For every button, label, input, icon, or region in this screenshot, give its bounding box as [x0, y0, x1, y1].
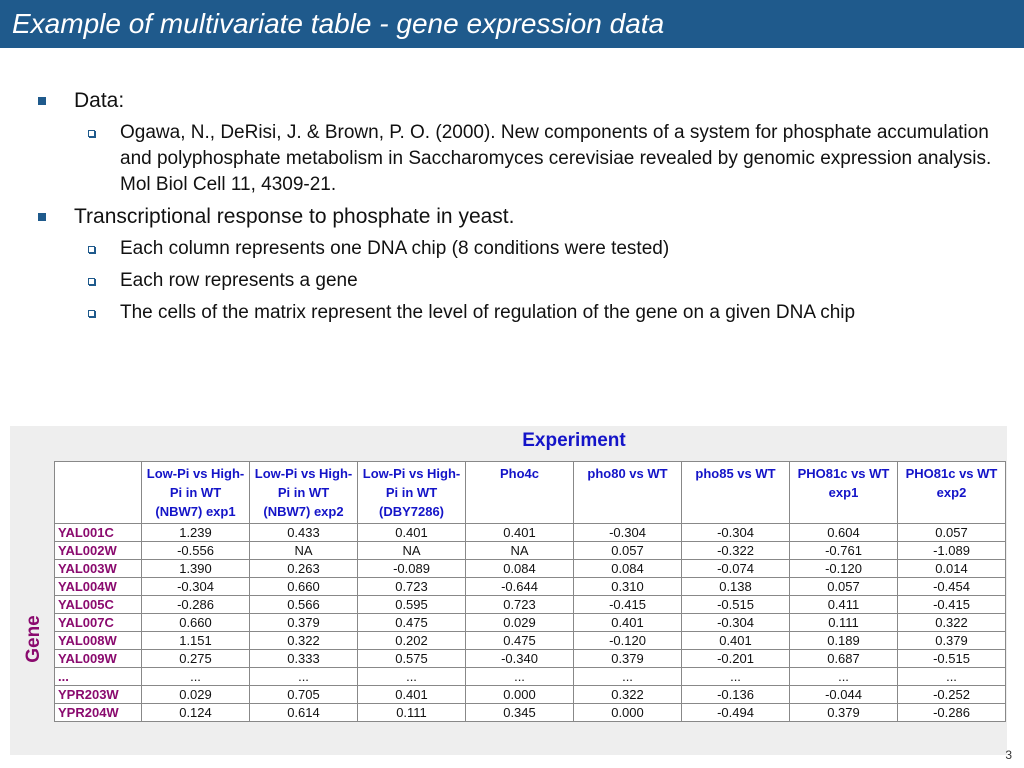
gene-id-cell: YAL002W [55, 542, 142, 560]
value-cell: 1.151 [142, 632, 250, 650]
sub-bullet-item [38, 120, 998, 198]
column-header: Low-Pi vs High-Pi in WT (NBW7) exp1 [142, 462, 250, 524]
corner-cell [55, 462, 142, 524]
value-cell: -0.089 [358, 560, 466, 578]
hollow-square-bullet-icon [88, 130, 95, 137]
value-cell: 0.401 [682, 632, 790, 650]
gene-id-cell: ... [55, 668, 142, 686]
gene-id-cell: YAL005C [55, 596, 142, 614]
value-cell: 0.379 [574, 650, 682, 668]
value-cell: 0.411 [790, 596, 898, 614]
value-cell: 0.379 [898, 632, 1006, 650]
value-cell: 0.322 [250, 632, 358, 650]
value-cell: 0.566 [250, 596, 358, 614]
value-cell: NA [466, 542, 574, 560]
hollow-square-bullet-icon [88, 310, 95, 317]
value-cell: -0.304 [142, 578, 250, 596]
value-cell: -0.252 [898, 686, 1006, 704]
value-cell: -0.304 [574, 524, 682, 542]
value-cell: 0.401 [466, 524, 574, 542]
value-cell: 0.379 [790, 704, 898, 722]
page-number: 3 [1005, 748, 1012, 762]
value-cell: 0.345 [466, 704, 574, 722]
value-cell: -0.454 [898, 578, 1006, 596]
value-cell: 0.111 [358, 704, 466, 722]
column-header: pho80 vs WT [574, 462, 682, 524]
value-cell: ... [682, 668, 790, 686]
value-cell: NA [250, 542, 358, 560]
value-cell: 0.138 [682, 578, 790, 596]
table-row [55, 542, 1006, 560]
value-cell: -0.515 [682, 596, 790, 614]
column-header: Pho4c [466, 462, 574, 524]
value-cell: 0.475 [466, 632, 574, 650]
value-cell: 0.057 [790, 578, 898, 596]
value-cell: 0.604 [790, 524, 898, 542]
value-cell: 0.124 [142, 704, 250, 722]
value-cell: -0.120 [574, 632, 682, 650]
value-cell: 0.202 [358, 632, 466, 650]
table-row [55, 596, 1006, 614]
gene-id-cell: YPR204W [55, 704, 142, 722]
value-cell: 0.111 [790, 614, 898, 632]
value-cell: 0.029 [466, 614, 574, 632]
value-cell: 0.322 [898, 614, 1006, 632]
value-cell: 1.239 [142, 524, 250, 542]
value-cell: 0.433 [250, 524, 358, 542]
expression-table [54, 461, 1006, 722]
value-cell: -0.494 [682, 704, 790, 722]
gene-label-text: Gene [22, 615, 44, 663]
value-cell: 0.057 [898, 524, 1006, 542]
value-cell: ... [898, 668, 1006, 686]
table-row [55, 614, 1006, 632]
value-cell: 0.595 [358, 596, 466, 614]
value-cell: -0.415 [898, 596, 1006, 614]
value-cell: 0.660 [142, 614, 250, 632]
value-cell: -0.286 [898, 704, 1006, 722]
value-cell: -0.415 [574, 596, 682, 614]
value-cell: 0.614 [250, 704, 358, 722]
bullet-text: Data: [74, 89, 125, 112]
value-cell: 0.084 [574, 560, 682, 578]
sub-bullet-item [38, 268, 998, 294]
table-row [55, 524, 1006, 542]
value-cell: -1.089 [898, 542, 1006, 560]
sub-bullet-text: The cells of the matrix represent the level of regulation of the gene on a given DNA chip [120, 302, 856, 323]
value-cell: 0.660 [250, 578, 358, 596]
hollow-square-bullet-icon [88, 246, 95, 253]
value-cell: 0.275 [142, 650, 250, 668]
table-row [55, 650, 1006, 668]
value-cell: 0.263 [250, 560, 358, 578]
gene-id-cell: YPR203W [55, 686, 142, 704]
value-cell: 0.014 [898, 560, 1006, 578]
column-header: Low-Pi vs High-Pi in WT (NBW7) exp2 [250, 462, 358, 524]
gene-id-cell: YAL003W [55, 560, 142, 578]
value-cell: 0.057 [574, 542, 682, 560]
value-cell: 0.322 [574, 686, 682, 704]
table-header-row [55, 462, 1006, 524]
hollow-square-bullet-icon [88, 278, 95, 285]
value-cell: 0.084 [466, 560, 574, 578]
value-cell: 0.705 [250, 686, 358, 704]
sub-bullet-text: Ogawa, N., DeRisi, J. & Brown, P. O. (2000). New components of a system for phosphate accumulation and polyphosphate metabolism in Saccharomyces cerevisiae revealed by genomic expression analysis. Mol Biol Cell 11, 4309-21. [120, 122, 992, 195]
slide-title: Example of multivariate table - gene expression data [12, 8, 665, 39]
experiment-label-text: Experiment [522, 430, 626, 451]
sub-bullet-item [38, 300, 998, 326]
value-cell: -0.556 [142, 542, 250, 560]
square-bullet-icon [38, 97, 46, 105]
value-cell: 0.401 [358, 686, 466, 704]
value-cell: ... [358, 668, 466, 686]
title-bar [0, 0, 1024, 48]
value-cell: -0.044 [790, 686, 898, 704]
value-cell: 0.029 [142, 686, 250, 704]
sub-bullet-item [38, 236, 998, 262]
value-cell: -0.136 [682, 686, 790, 704]
value-cell: -0.644 [466, 578, 574, 596]
value-cell: -0.761 [790, 542, 898, 560]
value-cell: -0.304 [682, 524, 790, 542]
value-cell: -0.515 [898, 650, 1006, 668]
value-cell: -0.201 [682, 650, 790, 668]
bullet-item [38, 204, 998, 230]
value-cell: 0.475 [358, 614, 466, 632]
table-row [55, 668, 1006, 686]
sub-bullet-text: Each row represents a gene [120, 270, 358, 291]
value-cell: ... [142, 668, 250, 686]
column-header: pho85 vs WT [682, 462, 790, 524]
value-cell: 0.333 [250, 650, 358, 668]
value-cell: -0.322 [682, 542, 790, 560]
gene-axis-label [14, 615, 52, 663]
table-body [55, 524, 1006, 722]
value-cell: 0.723 [358, 578, 466, 596]
column-header: PHO81c vs WT exp1 [790, 462, 898, 524]
table-row [55, 704, 1006, 722]
table-row [55, 686, 1006, 704]
value-cell: 0.401 [574, 614, 682, 632]
value-cell: 0.575 [358, 650, 466, 668]
value-cell: 0.000 [574, 704, 682, 722]
gene-id-cell: YAL007C [55, 614, 142, 632]
experiment-axis-label [0, 430, 1024, 452]
bullet-list [38, 88, 998, 332]
table-row [55, 578, 1006, 596]
square-bullet-icon [38, 213, 46, 221]
value-cell: ... [466, 668, 574, 686]
value-cell: ... [250, 668, 358, 686]
value-cell: -0.120 [790, 560, 898, 578]
value-cell: -0.304 [682, 614, 790, 632]
bullet-text: Transcriptional response to phosphate in yeast. [74, 205, 515, 228]
value-cell: 0.687 [790, 650, 898, 668]
value-cell: ... [790, 668, 898, 686]
gene-id-cell: YAL008W [55, 632, 142, 650]
value-cell: 0.000 [466, 686, 574, 704]
value-cell: 0.189 [790, 632, 898, 650]
gene-id-cell: YAL009W [55, 650, 142, 668]
value-cell: ... [574, 668, 682, 686]
gene-id-cell: YAL001C [55, 524, 142, 542]
sub-bullet-text: Each column represents one DNA chip (8 conditions were tested) [120, 238, 670, 259]
column-header: Low-Pi vs High-Pi in WT (DBY7286) [358, 462, 466, 524]
value-cell: 0.401 [358, 524, 466, 542]
column-header: PHO81c vs WT exp2 [898, 462, 1006, 524]
value-cell: NA [358, 542, 466, 560]
gene-id-cell: YAL004W [55, 578, 142, 596]
bullet-item [38, 88, 998, 114]
value-cell: 0.379 [250, 614, 358, 632]
value-cell: -0.340 [466, 650, 574, 668]
value-cell: 0.723 [466, 596, 574, 614]
table-row [55, 632, 1006, 650]
value-cell: 0.310 [574, 578, 682, 596]
value-cell: -0.074 [682, 560, 790, 578]
value-cell: 1.390 [142, 560, 250, 578]
value-cell: -0.286 [142, 596, 250, 614]
table-row [55, 560, 1006, 578]
